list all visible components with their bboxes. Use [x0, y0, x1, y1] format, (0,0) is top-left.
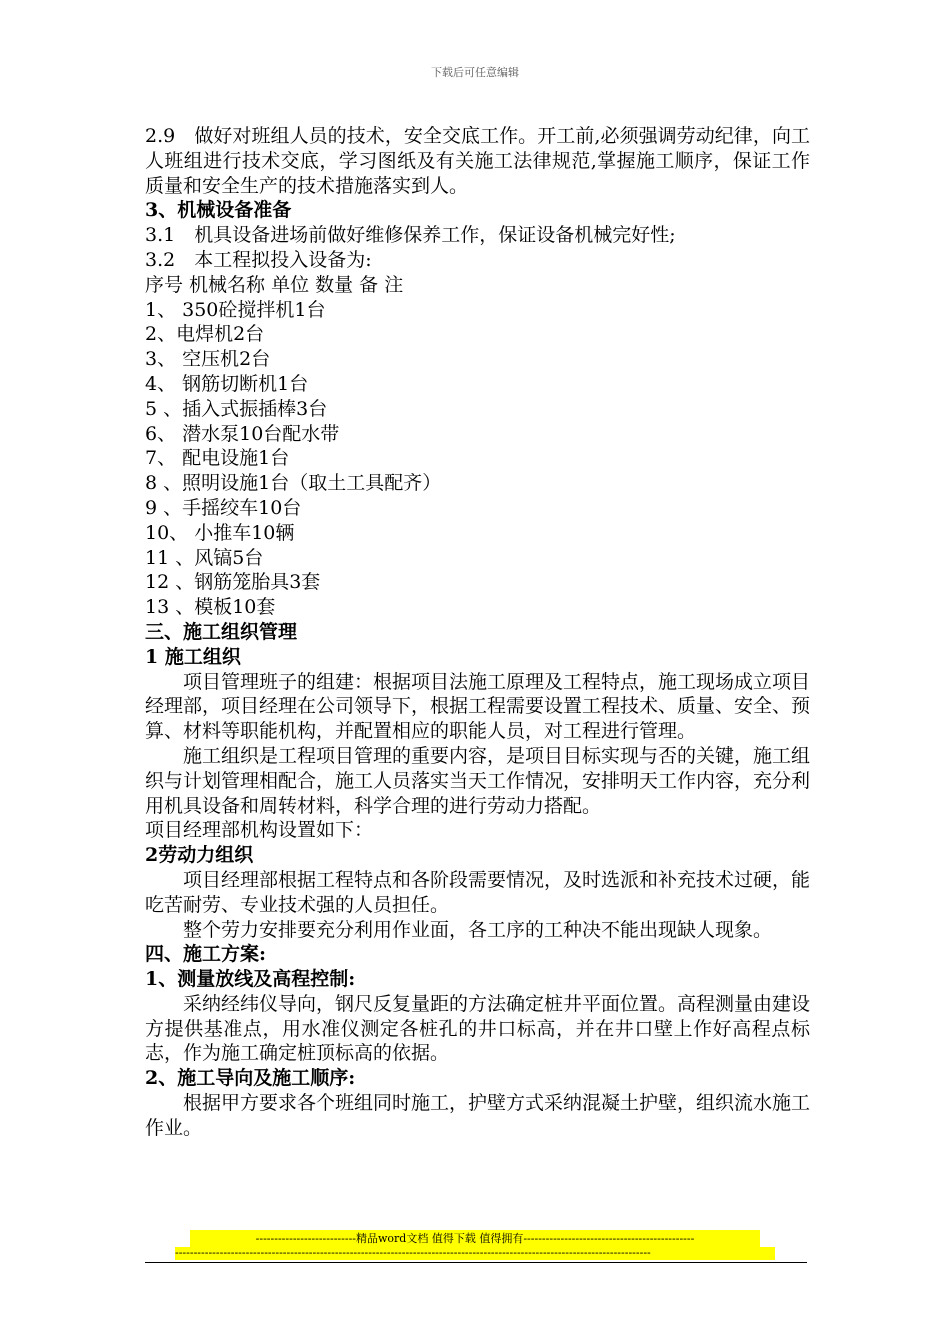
heading-survey: 1、测量放线及高程控制:	[145, 968, 356, 991]
paragraph-labor-selection: 项目经理部根据工程特点和各阶段需要情况，及时选派和补充技术过硬，能吃苦耐劳、专业技术强的人员担任。	[145, 868, 811, 916]
document-body	[145, 124, 810, 1141]
equipment-item: 3、 空压机2台	[145, 348, 271, 371]
equipment-item: 13 、模板10套	[145, 596, 276, 619]
equipment-item: 11 、风镐5台	[145, 546, 264, 569]
paragraph-3-1: 3.1 机具设备进场前做好维修保养工作，保证设备机械完好性;	[145, 224, 676, 247]
equipment-table-header: 序号 机械名称 单位 数量 备 注	[145, 273, 404, 296]
equipment-item: 1、 350砼搅拌机1台	[145, 298, 326, 321]
equipment-item: 10、 小推车10辆	[145, 521, 295, 544]
equipment-item: 2、电焊机2台	[145, 323, 265, 346]
heading-machinery: 3、机械设备准备	[145, 199, 292, 222]
paragraph-sequence: 根据甲方要求各个班组同时施工，护壁方式采纳混凝土护壁，组织流水施工作业。	[145, 1092, 811, 1139]
footer-banner: ---------------------------精品word文档 值得下载 值得拥有----------------------------------------------	[255, 1232, 695, 1245]
paragraph-survey: 采纳经纬仪导向，钢尺反复量距的方法确定桩井平面位置。高程测量由建设方提供基准点，用水准仪测定各桩孔的井口标高，并在井口壁上作好高程点标志，作为施工确定桩顶标高的依据。	[145, 992, 811, 1065]
equipment-item: 4、 钢筋切断机1台	[145, 372, 309, 395]
paragraph-organization-content: 施工组织是工程项目管理的重要内容，是项目目标实现与否的关键，施工组织与计划管理相配合，施工人员落实当天工作情况，安排明天工作内容，充分利用机具设备和周转材料，科学合理的进行劳动力搭配。	[145, 744, 811, 817]
equipment-item: 8 、照明设施1台（取土工具配齐）	[145, 472, 442, 495]
paragraph-3-2: 3.2 本工程拟投入设备为:	[145, 248, 372, 271]
footer-rule	[145, 1262, 807, 1263]
equipment-item: 6、 潜水泵10台配水带	[145, 422, 340, 445]
heading-labor: 2劳动力组织	[145, 844, 254, 867]
equipment-item: 5 、插入式振插棒3台	[145, 397, 328, 420]
paragraph-department-setup: 项目经理部机构设置如下：	[145, 819, 374, 842]
heading-sequence: 2、施工导向及施工顺序:	[145, 1067, 356, 1090]
page-header: 下载后可任意编辑	[431, 66, 519, 79]
paragraph-team-setup: 项目管理班子的组建：根据项目法施工原理及工程特点，施工现场成立项目经理部，项目经理在公司领导下，根据工程需要设置工程技术、质量、安全、预算、材料等职能机构，并配置相应的职能人员，对工程进行管理。	[145, 670, 811, 743]
heading-organization: 1 施工组织	[145, 645, 241, 668]
heading-construction-plan: 四、施工方案:	[145, 943, 267, 966]
heading-construction-organization: 三、施工组织管理	[145, 620, 298, 643]
equipment-item: 7、 配电设施1台	[145, 447, 290, 470]
equipment-item: 12 、钢筋笼胎具3套	[145, 571, 321, 594]
footer-dashes: --------------------------------------------------------------------------------------------------------------------------------	[175, 1247, 651, 1259]
paragraph-labor-arrangement: 整个劳力安排要充分利用作业面，各工序的工种决不能出现缺人现象。	[183, 918, 773, 941]
equipment-item: 9 、手摇绞车10台	[145, 496, 302, 519]
paragraph-2-9: 2.9 做好对班组人员的技术，安全交底工作。开工前,必须强调劳动纪律，向工人班组进行技术交底，学习图纸及有关施工法律规范,掌握施工顺序，保证工作质量和安全生产的技术措施落实到人。	[145, 125, 810, 197]
